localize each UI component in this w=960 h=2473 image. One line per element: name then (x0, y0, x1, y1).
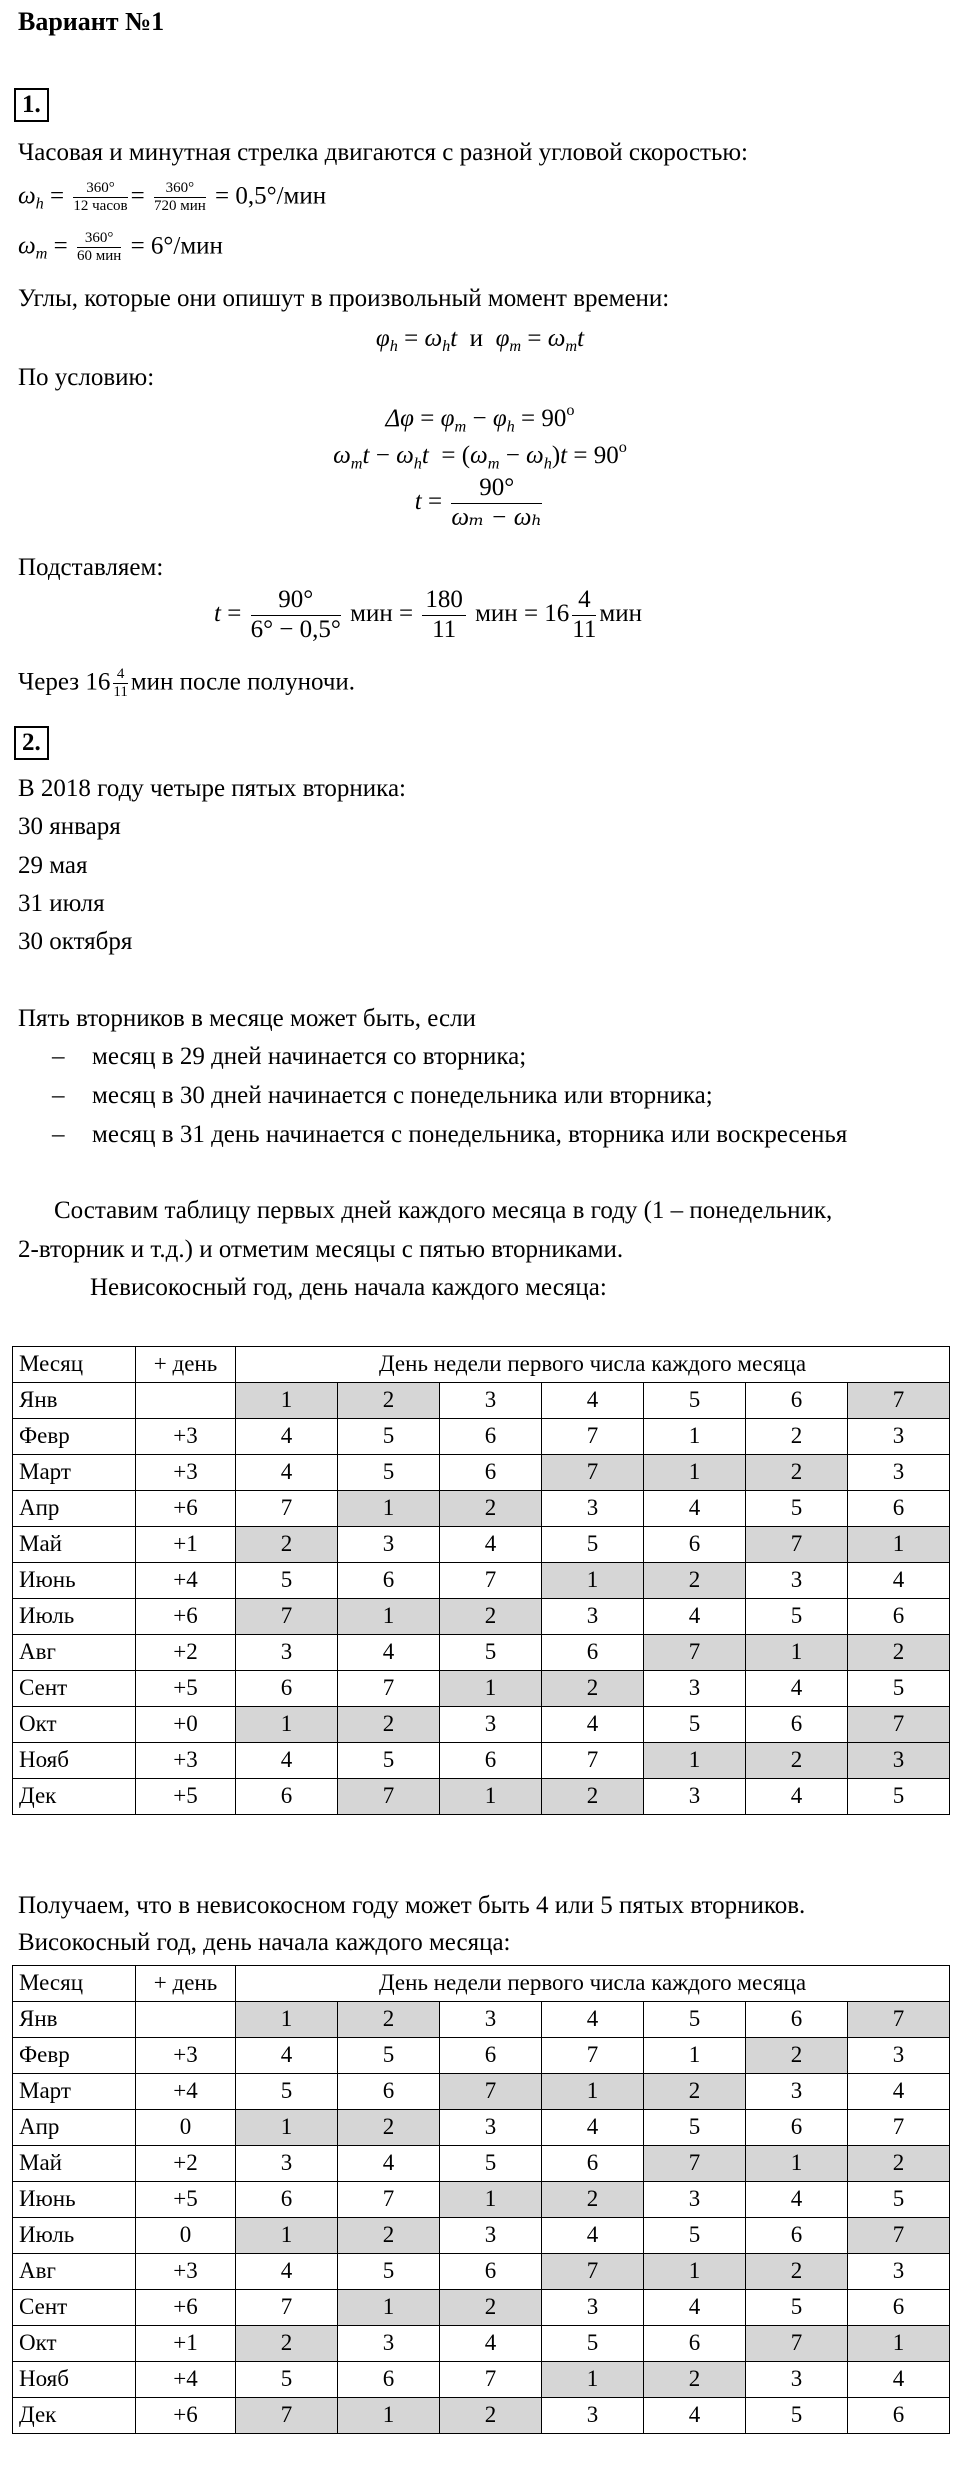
plus-day-cell: +0 (136, 1707, 236, 1743)
header-weekdays: День недели первого числа каждого месяца (236, 1347, 950, 1383)
weekday-cell: 4 (644, 2290, 746, 2326)
weekday-cell: 6 (542, 2146, 644, 2182)
weekday-cell: 3 (848, 2038, 950, 2074)
month-cell: Июнь (13, 1563, 136, 1599)
weekday-cell: 4 (644, 1491, 746, 1527)
calendar-table-leap (12, 1965, 950, 2434)
weekday-cell: 6 (746, 1707, 848, 1743)
weekday-cell: 5 (338, 1455, 440, 1491)
task2-p6: Високосный год, день начала каждого месяца: (18, 1929, 511, 1956)
plus-day-cell: +5 (136, 2182, 236, 2218)
weekday-cell-highlighted: 1 (338, 1491, 440, 1527)
plus-day-cell: +3 (136, 2254, 236, 2290)
weekday-cell: 6 (746, 2002, 848, 2038)
weekday-cell-highlighted: 2 (440, 2290, 542, 2326)
weekday-cell: 3 (542, 2290, 644, 2326)
month-cell: Авг (13, 1635, 136, 1671)
weekday-cell: 4 (542, 2110, 644, 2146)
weekday-cell: 5 (746, 2290, 848, 2326)
weekday-cell: 3 (338, 1527, 440, 1563)
table-row (13, 2398, 950, 2434)
task1-condition: По условию: (18, 364, 155, 391)
weekday-cell: 4 (236, 1455, 338, 1491)
table-row (13, 2074, 950, 2110)
plus-day-cell: +5 (136, 1779, 236, 1815)
weekday-cell: 6 (236, 2182, 338, 2218)
dash-list-item: – месяц в 29 дней начинается со вторника; (52, 1043, 527, 1070)
weekday-cell-highlighted: 2 (542, 2182, 644, 2218)
fraction: $\frac{90^\circ}{\text{ωₘ − ωₕ}}$ (451, 474, 543, 531)
weekday-cell: 6 (440, 1455, 542, 1491)
formula-angles: $\varphi_h = \omega_ht$ и $\varphi_m = \omega_mt$ (375, 325, 585, 356)
weekday-cell: 4 (542, 2002, 644, 2038)
plus-day-cell: +6 (136, 1491, 236, 1527)
weekday-cell: 5 (236, 2074, 338, 2110)
weekday-cell: 1 (644, 1419, 746, 1455)
weekday-cell: 4 (746, 1671, 848, 1707)
weekday-cell-highlighted: 1 (440, 2182, 542, 2218)
weekday-cell-highlighted: 2 (644, 2362, 746, 2398)
weekday-cell: 4 (644, 2398, 746, 2434)
month-cell: Июль (13, 2218, 136, 2254)
weekday-cell: 5 (644, 2002, 746, 2038)
weekday-cell-highlighted: 2 (440, 1599, 542, 1635)
weekday-cell-highlighted: 2 (746, 2038, 848, 2074)
plus-day-cell: +4 (136, 2362, 236, 2398)
month-cell: Нояб (13, 2362, 136, 2398)
weekday-cell: 4 (440, 2326, 542, 2362)
weekday-cell-highlighted: 2 (338, 2218, 440, 2254)
weekday-cell: 6 (644, 1527, 746, 1563)
plus-day-cell: +4 (136, 2074, 236, 2110)
weekday-cell-highlighted: 7 (746, 1527, 848, 1563)
weekday-cell: 3 (236, 1635, 338, 1671)
formula-t: t = $\frac{90^\circ}{\text{ωₘ − ωₕ}}$ (414, 474, 543, 531)
weekday-cell: 5 (746, 1491, 848, 1527)
task2-p1: В 2018 году четыре пятых вторника: (18, 775, 406, 802)
weekday-cell: 3 (542, 2398, 644, 2434)
weekday-cell: 3 (542, 1491, 644, 1527)
weekday-cell: 5 (644, 1707, 746, 1743)
table-row (13, 2218, 950, 2254)
weekday-cell: 5 (644, 1383, 746, 1419)
table-row (13, 1491, 950, 1527)
month-cell: Июль (13, 1599, 136, 1635)
weekday-cell: 3 (848, 1419, 950, 1455)
weekday-cell-highlighted: 2 (236, 1527, 338, 1563)
weekday-cell-highlighted: 2 (542, 1779, 644, 1815)
table-row (13, 1383, 950, 1419)
weekday-cell: 7 (542, 2038, 644, 2074)
weekday-cell: 6 (746, 2218, 848, 2254)
weekday-cell-highlighted: 1 (746, 2146, 848, 2182)
weekday-cell: 5 (236, 2362, 338, 2398)
month-cell: Окт (13, 2326, 136, 2362)
plus-day-cell: +4 (136, 1563, 236, 1599)
weekday-cell: 4 (338, 1635, 440, 1671)
weekday-cell: 7 (848, 2110, 950, 2146)
table-row (13, 1635, 950, 1671)
weekday-cell-highlighted: 1 (848, 1527, 950, 1563)
weekday-cell: 3 (746, 1563, 848, 1599)
date-item: 30 октября (18, 928, 133, 955)
weekday-cell: 4 (236, 2038, 338, 2074)
table-row (13, 1563, 950, 1599)
weekday-cell-highlighted: 1 (236, 1383, 338, 1419)
weekday-cell-highlighted: 1 (338, 2290, 440, 2326)
weekday-cell-highlighted: 1 (848, 2326, 950, 2362)
table-row (13, 1455, 950, 1491)
weekday-cell: 5 (338, 1419, 440, 1455)
weekday-cell-highlighted: 7 (848, 1707, 950, 1743)
fraction: $\frac{360^\circ}{\text{60 мин}}$ (77, 230, 122, 265)
task-number-2: 2. (14, 726, 49, 760)
plus-day-cell (136, 2002, 236, 2038)
weekday-cell-highlighted: 2 (644, 2074, 746, 2110)
month-cell: Сент (13, 1671, 136, 1707)
weekday-cell-highlighted: 1 (440, 1671, 542, 1707)
weekday-cell: 3 (644, 2182, 746, 2218)
weekday-cell: 6 (440, 1419, 542, 1455)
weekday-cell: 5 (746, 1599, 848, 1635)
plus-day-cell: +6 (136, 2398, 236, 2434)
header-plus-day: + день (136, 1347, 236, 1383)
plus-day-cell: 0 (136, 2110, 236, 2146)
table-row (13, 2182, 950, 2218)
plus-day-cell: 0 (136, 2218, 236, 2254)
weekday-cell: 7 (338, 2182, 440, 2218)
weekday-cell: 3 (440, 2218, 542, 2254)
weekday-cell-highlighted: 2 (746, 1743, 848, 1779)
weekday-cell-highlighted: 1 (440, 1779, 542, 1815)
weekday-cell: 6 (848, 2398, 950, 2434)
weekday-cell-highlighted: 7 (542, 1455, 644, 1491)
weekday-cell: 4 (644, 1599, 746, 1635)
weekday-cell-highlighted: 2 (338, 2002, 440, 2038)
plus-day-cell: +6 (136, 2290, 236, 2326)
weekday-cell: 6 (440, 1743, 542, 1779)
weekday-cell-highlighted: 2 (440, 1491, 542, 1527)
weekday-cell: 3 (542, 1599, 644, 1635)
weekday-cell-highlighted: 7 (236, 1599, 338, 1635)
month-cell: Дек (13, 1779, 136, 1815)
weekday-cell: 3 (440, 2002, 542, 2038)
weekday-cell: 7 (236, 1491, 338, 1527)
weekday-cell: 5 (338, 2038, 440, 2074)
month-cell: Май (13, 1527, 136, 1563)
weekday-cell: 7 (440, 2362, 542, 2398)
weekday-cell-highlighted: 7 (440, 2074, 542, 2110)
weekday-cell: 6 (848, 2290, 950, 2326)
weekday-cell: 4 (542, 1707, 644, 1743)
weekday-cell: 5 (644, 2110, 746, 2146)
month-cell: Апр (13, 1491, 136, 1527)
plus-day-cell: +1 (136, 1527, 236, 1563)
table-row (13, 2362, 950, 2398)
weekday-cell: 3 (440, 1707, 542, 1743)
weekday-cell: 6 (644, 2326, 746, 2362)
table-row (13, 2326, 950, 2362)
month-cell: Дек (13, 2398, 136, 2434)
task1-intro: Часовая и минутная стрелка двигаются с разной угловой скоростью: (18, 139, 748, 166)
weekday-cell: 5 (848, 1779, 950, 1815)
weekday-cell-highlighted: 2 (848, 1635, 950, 1671)
formula-omega-h: $\omega_h$ = $\frac{360^\circ}{\text{12 часов}}$ = $\frac{360^\circ}{\text{720 мин}}$ = 0,5°/мин (18, 180, 327, 215)
weekday-cell: 5 (440, 2146, 542, 2182)
weekday-cell: 3 (236, 2146, 338, 2182)
table-row (13, 1527, 950, 1563)
weekday-cell-highlighted: 2 (338, 1383, 440, 1419)
weekday-cell-highlighted: 1 (644, 1455, 746, 1491)
weekday-cell-highlighted: 1 (644, 2254, 746, 2290)
table-row (13, 1779, 950, 1815)
fraction: $\frac{90^\circ}{6^\circ - 0,5^\circ}$ (250, 586, 341, 643)
task1-angles-intro: Углы, которые они опишут в произвольный момент времени: (18, 285, 670, 312)
formula-substitution: t = $\frac{90^\circ}{6^\circ - 0,5^\circ}$ мин = $\frac{180}{11}$ мин = 16 $\frac{4}{11}$ мин (214, 586, 642, 643)
task1-substitute: Подставляем: (18, 554, 164, 581)
month-cell: Май (13, 2146, 136, 2182)
weekday-cell: 3 (644, 1671, 746, 1707)
table-row (13, 1671, 950, 1707)
weekday-cell-highlighted: 7 (236, 2398, 338, 2434)
weekday-cell-highlighted: 1 (236, 2110, 338, 2146)
weekday-cell-highlighted: 7 (644, 2146, 746, 2182)
weekday-cell: 4 (338, 2146, 440, 2182)
weekday-cell-highlighted: 2 (338, 1707, 440, 1743)
weekday-cell: 3 (338, 2326, 440, 2362)
weekday-cell: 5 (338, 2254, 440, 2290)
month-cell: Нояб (13, 1743, 136, 1779)
weekday-cell: 4 (746, 1779, 848, 1815)
weekday-cell-highlighted: 7 (542, 2254, 644, 2290)
weekday-cell-highlighted: 7 (644, 1635, 746, 1671)
formula-omega-diff: $\omega_mt - \omega_ht = (\omega_m - \omega_h)t = 90^o$ (333, 438, 627, 473)
month-cell: Янв (13, 2002, 136, 2038)
month-cell: Авг (13, 2254, 136, 2290)
weekday-cell: 6 (440, 2038, 542, 2074)
table-row (13, 1707, 950, 1743)
fraction: $\frac{360^\circ}{\text{720 мин}}$ (153, 180, 206, 215)
task2-p4: Невисокосный год, день начала каждого месяца: (90, 1274, 607, 1301)
weekday-cell-highlighted: 7 (848, 1383, 950, 1419)
table-row (13, 2038, 950, 2074)
plus-day-cell: +3 (136, 1743, 236, 1779)
weekday-cell-highlighted: 7 (338, 1779, 440, 1815)
weekday-cell-highlighted: 3 (848, 1743, 950, 1779)
weekday-cell: 3 (440, 1383, 542, 1419)
table-row (13, 1743, 950, 1779)
month-cell: Март (13, 1455, 136, 1491)
date-item: 30 января (18, 813, 121, 840)
weekday-cell: 6 (338, 2074, 440, 2110)
formula-omega-m: $\omega_m$ = $\frac{360^\circ}{\text{60 мин}}$ = 6°/мин (18, 230, 223, 265)
weekday-cell: 7 (542, 1419, 644, 1455)
weekday-cell-highlighted: 1 (542, 2362, 644, 2398)
weekday-cell: 4 (746, 2182, 848, 2218)
weekday-cell: 6 (746, 1383, 848, 1419)
weekday-cell: 6 (338, 1563, 440, 1599)
task2-p3a: Составим таблицу первых дней каждого месяца в году (1 – понедельник, (54, 1197, 833, 1224)
task-number-1: 1. (14, 88, 49, 122)
weekday-cell: 6 (848, 1491, 950, 1527)
weekday-cell-highlighted: 2 (440, 2398, 542, 2434)
table-row (13, 2254, 950, 2290)
weekday-cell: 4 (848, 1563, 950, 1599)
header-month: Месяц (13, 1966, 136, 2002)
formula-delta-phi: $\Delta\varphi = \varphi_m - \varphi_h = 90^o$ (385, 401, 575, 436)
weekday-cell: 6 (236, 1779, 338, 1815)
weekday-cell: 4 (542, 1383, 644, 1419)
weekday-cell-highlighted: 1 (236, 1707, 338, 1743)
plus-day-cell: +1 (136, 2326, 236, 2362)
weekday-cell: 3 (644, 1779, 746, 1815)
weekday-cell-highlighted: 2 (542, 1671, 644, 1707)
header-month: Месяц (13, 1347, 136, 1383)
weekday-cell: 6 (542, 1635, 644, 1671)
weekday-cell: 3 (848, 2254, 950, 2290)
task2-p3b: 2-вторник и т.д.) и отметим месяцы с пятью вторниками. (18, 1236, 624, 1263)
fraction: $\frac{4}{11}$ (572, 586, 597, 643)
weekday-cell: 5 (542, 2326, 644, 2362)
weekday-cell-highlighted: 2 (848, 2146, 950, 2182)
weekday-cell-highlighted: 1 (338, 1599, 440, 1635)
header-weekdays: День недели первого числа каждого месяца (236, 1966, 950, 2002)
weekday-cell: 7 (236, 2290, 338, 2326)
weekday-cell: 4 (848, 2074, 950, 2110)
weekday-cell: 7 (440, 1563, 542, 1599)
weekday-cell: 7 (542, 1743, 644, 1779)
weekday-cell: 6 (338, 2362, 440, 2398)
month-cell: Апр (13, 2110, 136, 2146)
weekday-cell: 5 (746, 2398, 848, 2434)
calendar-table-nonleap (12, 1346, 950, 1815)
plus-day-cell (136, 1383, 236, 1419)
plus-day-cell: +5 (136, 1671, 236, 1707)
weekday-cell-highlighted: 2 (746, 1455, 848, 1491)
weekday-cell: 4 (236, 2254, 338, 2290)
header-plus-day: + день (136, 1966, 236, 2002)
weekday-cell: 3 (746, 2074, 848, 2110)
table-header-row (13, 1966, 950, 2002)
weekday-cell: 2 (746, 1419, 848, 1455)
table-row (13, 2290, 950, 2326)
fraction: $\frac{180}{11}$ (422, 586, 466, 645)
table-row (13, 2146, 950, 2182)
plus-day-cell: +3 (136, 1419, 236, 1455)
table-row (13, 2002, 950, 2038)
weekday-cell: 1 (644, 2038, 746, 2074)
weekday-cell-highlighted: 1 (542, 1563, 644, 1599)
plus-day-cell: +3 (136, 2038, 236, 2074)
dash-list-item: – месяц в 31 день начинается с понедельника, вторника или воскресенья (52, 1121, 848, 1148)
weekday-cell: 3 (440, 2110, 542, 2146)
weekday-cell: 4 (542, 2218, 644, 2254)
weekday-cell-highlighted: 7 (848, 2002, 950, 2038)
weekday-cell-highlighted: 1 (236, 2002, 338, 2038)
weekday-cell: 4 (440, 1527, 542, 1563)
plus-day-cell: +2 (136, 2146, 236, 2182)
weekday-cell: 6 (236, 1671, 338, 1707)
weekday-cell: 4 (236, 1743, 338, 1779)
weekday-cell-highlighted: 1 (236, 2218, 338, 2254)
weekday-cell-highlighted: 1 (746, 1635, 848, 1671)
month-cell: Окт (13, 1707, 136, 1743)
weekday-cell: 4 (848, 2362, 950, 2398)
weekday-cell: 6 (440, 2254, 542, 2290)
task2-p2: Пять вторников в месяце может быть, если (18, 1005, 476, 1032)
plus-day-cell: +2 (136, 1635, 236, 1671)
fraction: $\frac{360^\circ}{\text{12 часов}}$ (73, 180, 128, 215)
weekday-cell-highlighted: 2 (746, 2254, 848, 2290)
month-cell: Янв (13, 1383, 136, 1419)
table-row (13, 2110, 950, 2146)
month-cell: Февр (13, 2038, 136, 2074)
weekday-cell: 5 (848, 2182, 950, 2218)
date-item: 31 июля (18, 890, 105, 917)
weekday-cell: 5 (236, 1563, 338, 1599)
month-cell: Июнь (13, 2182, 136, 2218)
weekday-cell: 3 (746, 2362, 848, 2398)
date-item: 29 мая (18, 852, 88, 879)
weekday-cell-highlighted: 7 (848, 2218, 950, 2254)
table-row (13, 1599, 950, 1635)
plus-day-cell: +6 (136, 1599, 236, 1635)
weekday-cell: 4 (236, 1419, 338, 1455)
month-cell: Февр (13, 1419, 136, 1455)
weekday-cell: 5 (440, 1635, 542, 1671)
weekday-cell-highlighted: 2 (644, 1563, 746, 1599)
weekday-cell-highlighted: 7 (746, 2326, 848, 2362)
weekday-cell: 3 (848, 1455, 950, 1491)
weekday-cell: 5 (338, 1743, 440, 1779)
weekday-cell: 5 (848, 1671, 950, 1707)
weekday-cell-highlighted: 2 (338, 2110, 440, 2146)
weekday-cell-highlighted: 1 (644, 1743, 746, 1779)
plus-day-cell: +3 (136, 1455, 236, 1491)
month-cell: Сент (13, 2290, 136, 2326)
weekday-cell: 7 (338, 1671, 440, 1707)
weekday-cell-highlighted: 1 (542, 2074, 644, 2110)
weekday-cell: 5 (542, 1527, 644, 1563)
weekday-cell-highlighted: 2 (236, 2326, 338, 2362)
page-title: Вариант №1 (18, 7, 165, 36)
weekday-cell: 6 (848, 1599, 950, 1635)
table-row (13, 1419, 950, 1455)
dash-list-item: – месяц в 30 дней начинается с понедельника или вторника; (52, 1082, 713, 1109)
task1-answer: Через 16 $\frac{4}{11}$ мин после полуночи. (18, 666, 356, 701)
weekday-cell: 5 (644, 2218, 746, 2254)
table-header-row (13, 1347, 950, 1383)
weekday-cell-highlighted: 1 (338, 2398, 440, 2434)
fraction: $\frac{4}{11}$ (113, 666, 128, 701)
weekday-cell: 6 (746, 2110, 848, 2146)
task2-p5: Получаем, что в невисокосном году может быть 4 или 5 пятых вторников. (18, 1892, 806, 1919)
month-cell: Март (13, 2074, 136, 2110)
